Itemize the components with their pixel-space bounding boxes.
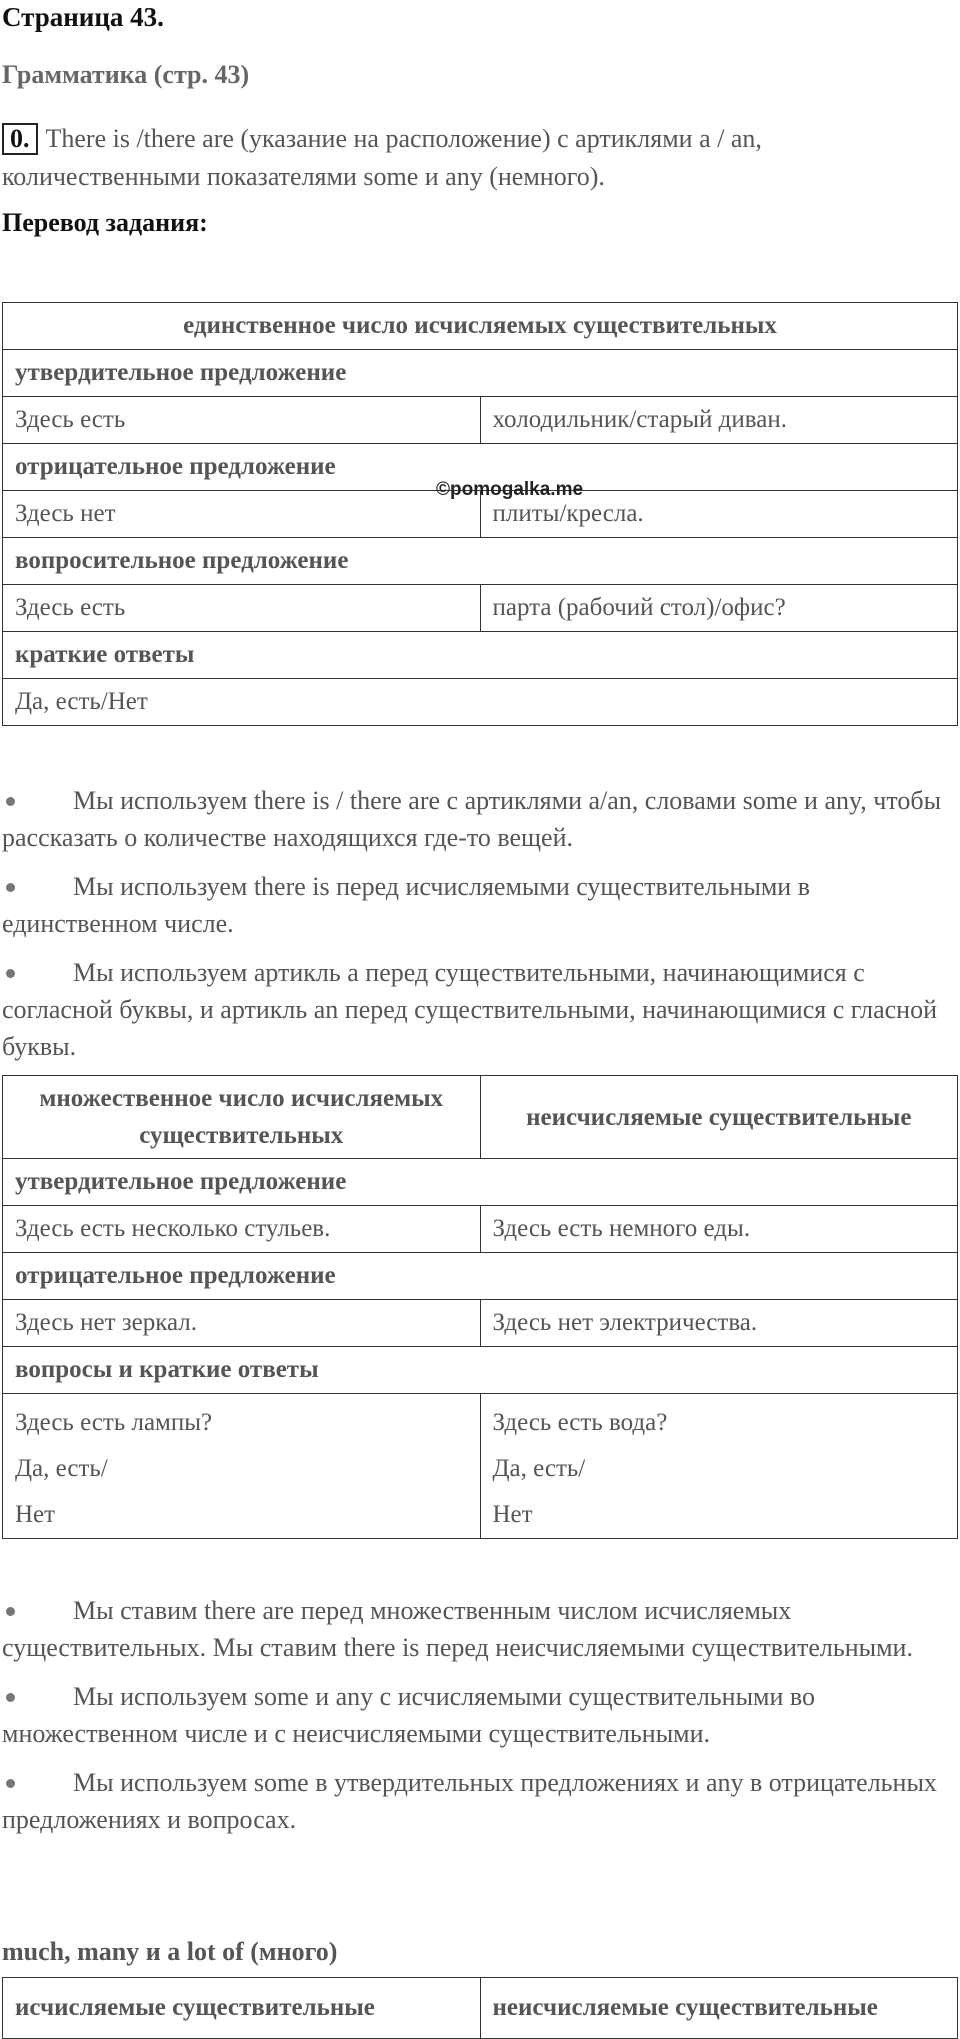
translation-heading: Перевод задания: (2, 208, 208, 237)
table-header: единственное число исчисляемых существительных (3, 303, 958, 350)
bullet-icon (6, 1779, 15, 1788)
task-text: There is /there are (указание на расположение) с артиклями a / an, количественными показателями some и any (немного). (2, 124, 762, 191)
table-cell: плиты/кресла. (480, 491, 958, 538)
table-section: вопросительное предложение (3, 538, 958, 585)
singular-table (2, 302, 958, 726)
table-header: множественное число исчисляемых существительных (3, 1076, 481, 1159)
section-title: Грамматика (стр. 43) (2, 60, 250, 89)
list-item: Мы используем some в утвердительных предложениях и any в отрицательных предложениях и вопросах. (2, 1768, 937, 1834)
table-cell: Здесь есть несколько стульев. (3, 1206, 481, 1253)
table-section: отрицательное предложение (3, 444, 958, 491)
list-item: Мы используем артикль a перед существительными, начинающимися с согласной буквы, и артикль an перед существительными, начинающимися с гласной буквы. (2, 958, 937, 1061)
table-cell: Здесь есть немного еды. (480, 1206, 958, 1253)
table-cell: Здесь есть лампы? Да, есть/ Нет (3, 1394, 481, 1539)
table-header: неисчисляемые существительные (480, 1978, 958, 2039)
bullet-list-1 (2, 782, 954, 1077)
bullet-list-2 (2, 1592, 954, 1850)
plural-uncountable-table (2, 1075, 958, 1539)
table-section: краткие ответы (3, 632, 958, 679)
table-header: исчисляемые существительные (3, 1978, 481, 2039)
table-section: вопросы и краткие ответы (3, 1347, 958, 1394)
table-cell: холодильник/старый диван. (480, 397, 958, 444)
watermark: ©pomogalka.me (436, 479, 584, 500)
bullet-icon (6, 1607, 15, 1616)
table-section: отрицательное предложение (3, 1253, 958, 1300)
bullet-icon (6, 797, 15, 806)
list-item: Мы используем some и any с исчисляемыми существительными во множественном числе и с неисчисляемыми существительными. (2, 1682, 816, 1748)
table-cell: Здесь нет (3, 491, 481, 538)
table-cell: Здесь есть (3, 585, 481, 632)
list-item: Мы ставим there are перед множественным числом исчисляемых существительных. Мы ставим there is перед неисчисляемыми существительными. (2, 1596, 913, 1662)
bullet-icon (6, 969, 15, 978)
table-section: утвердительное предложение (3, 350, 958, 397)
table-cell: Здесь есть вода? Да, есть/ Нет (480, 1394, 958, 1539)
table-cell: Здесь нет зеркал. (3, 1300, 481, 1347)
table-header: неисчисляемые существительные (480, 1076, 958, 1159)
list-item: Мы используем there is / there are с артиклями a/an, словами some и any, чтобы рассказать о количестве находящихся где-то вещей. (2, 786, 942, 852)
list-item: Мы используем there is перед исчисляемыми существительными в единственном числе. (2, 872, 810, 938)
much-many-heading: much, many и a lot of (много) (2, 1937, 338, 1966)
table-cell: Здесь нет электричества. (480, 1300, 958, 1347)
table-section: утвердительное предложение (3, 1159, 958, 1206)
table-cell: парта (рабочий стол)/офис? (480, 585, 958, 632)
task-number: 0. (2, 123, 38, 155)
table-cell: Да, есть/Нет (3, 679, 958, 726)
bullet-icon (6, 1693, 15, 1702)
table-cell: Здесь есть (3, 397, 481, 444)
task (2, 120, 952, 196)
bullet-icon (6, 883, 15, 892)
page-title: Страница 43. (2, 2, 164, 32)
much-many-table (2, 1977, 958, 2039)
